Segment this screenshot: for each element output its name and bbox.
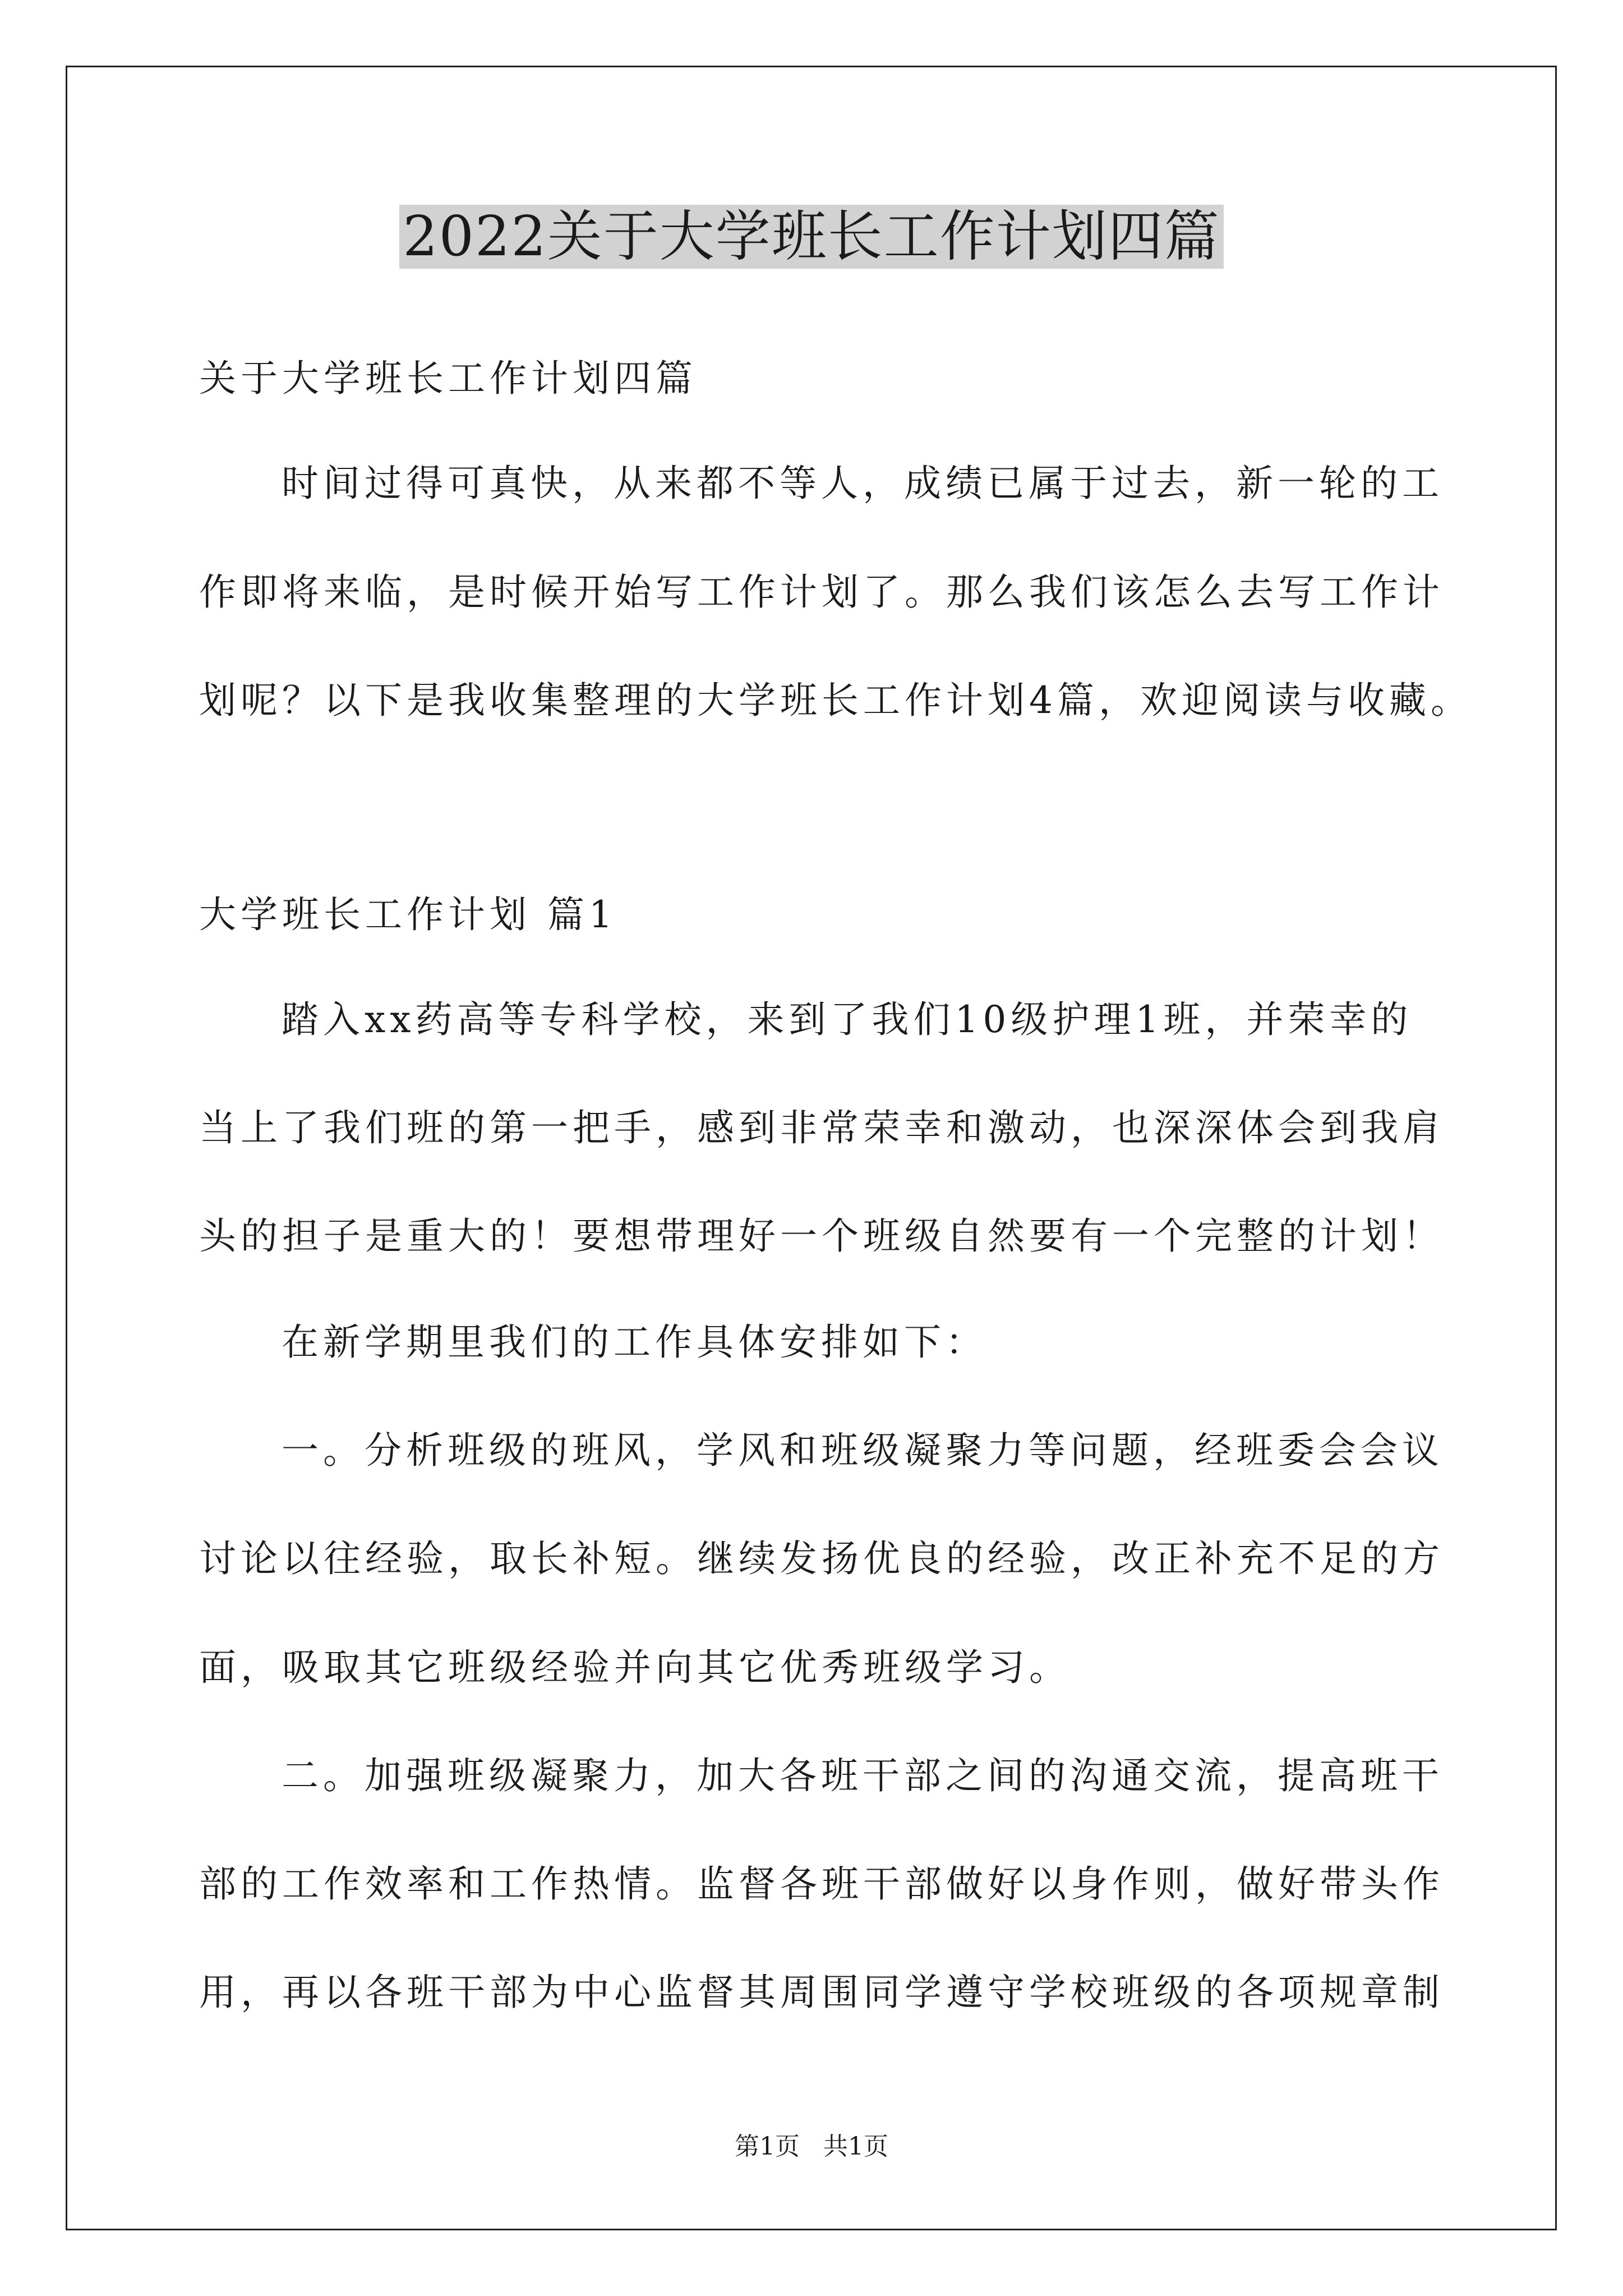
body-line: 部的工作效率和工作热情。监督各班干部做好以身作则，做好带头作 — [199, 1862, 1444, 1906]
body-line: 在新学期里我们的工作具体安排如下： — [282, 1320, 987, 1364]
body-line: 讨论以往经验，取长补短。继续发扬优良的经验，改正补充不足的方 — [199, 1537, 1444, 1580]
body-line: 头的担子是重大的！要想带理好一个班级自然要有一个完整的计划！ — [199, 1214, 1444, 1258]
document-title-text: 2022关于大学班长工作计划四篇 — [399, 205, 1223, 269]
body-line: 二。加强班级凝聚力，加大各班干部之间的沟通交流，提高班干 — [282, 1754, 1444, 1797]
body-line: 当上了我们班的第一把手，感到非常荣幸和激动，也深深体会到我肩 — [199, 1106, 1444, 1149]
body-line: 用，再以各班干部为中心监督其周围同学遵守学校班级的各项规章制 — [199, 1971, 1444, 2014]
intro-line: 作即将来临，是时候开始写工作计划了。那么我们该怎么去写工作计 — [199, 570, 1444, 614]
document-title — [0, 197, 1623, 276]
intro-line: 划呢？以下是我收集整理的大学班长工作计划4篇，欢迎阅读与收藏。 — [199, 679, 1472, 722]
body-line: 面，吸取其它班级经验并向其它优秀班级学习。 — [199, 1646, 1071, 1689]
body-line: 踏入xx药高等专科学校，来到了我们10级护理1班，并荣幸的 — [282, 998, 1413, 1041]
document-subtitle: 关于大学班长工作计划四篇 — [199, 357, 697, 400]
section-heading: 大学班长工作计划 篇1 — [199, 893, 617, 936]
page-number: 第1页 共1页 — [735, 2132, 888, 2161]
intro-line: 时间过得可真快，从来都不等人，成绩已属于过去，新一轮的工 — [282, 462, 1444, 505]
body-line: 一。分析班级的班风，学风和班级凝聚力等问题，经班委会会议 — [282, 1429, 1444, 1472]
